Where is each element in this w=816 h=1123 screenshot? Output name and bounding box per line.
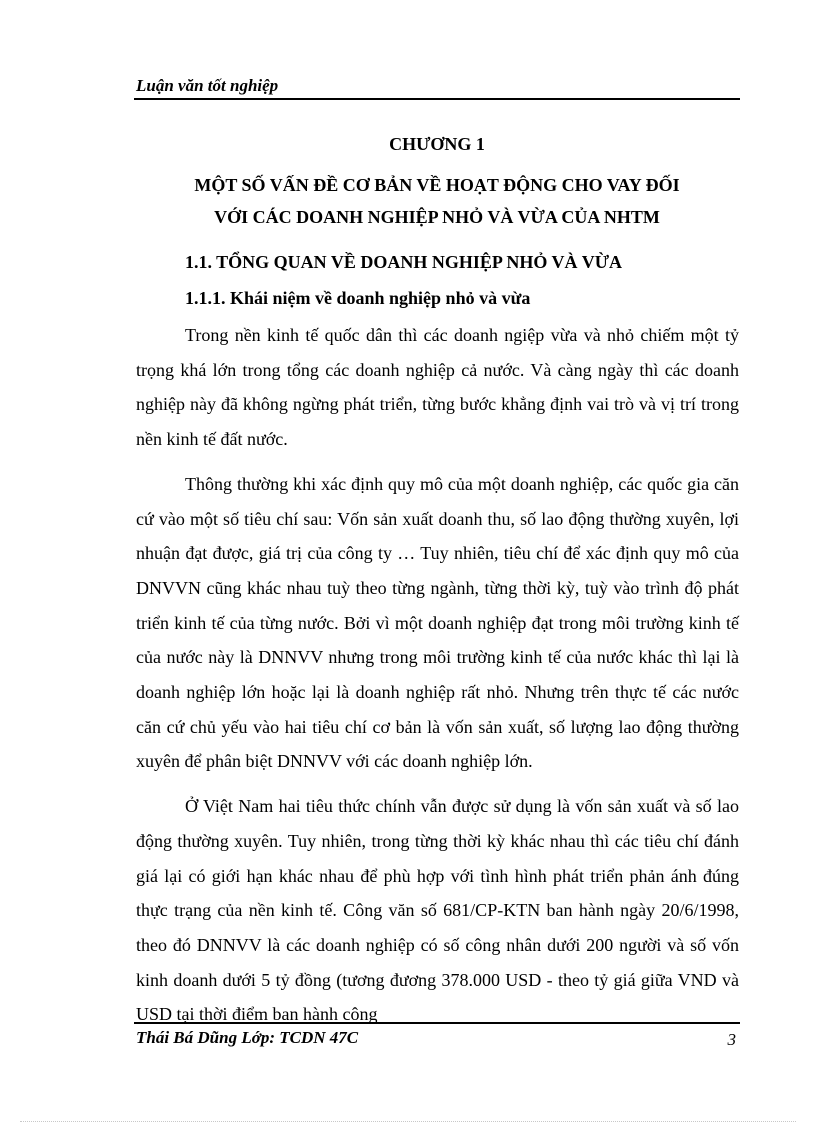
footer-author: Thái Bá Dũng Lớp: TCDN 47C <box>136 1028 359 1047</box>
page-number: 3 <box>727 1030 736 1049</box>
running-header: Luận văn tốt nghiệp <box>136 76 279 95</box>
section-heading: 1.1. TỔNG QUAN VỀ DOANH NGHIỆP NHỎ VÀ VỪA <box>185 252 623 272</box>
body-text <box>136 318 739 1042</box>
chapter-title-line-2: VỚI CÁC DOANH NGHIỆP NHỎ VÀ VỪA CỦA NHTM <box>214 207 660 227</box>
paragraph: Thông thường khi xác định quy mô của một doanh nghiệp, các quốc gia căn cứ vào một số tiêu chí sau: Vốn sản xuất doanh thu, số lao động thường xuyên, lợi nhuận đạt được, giá trị của công ty … Tuy nhiên, tiêu chí để xác định quy mô của DNVVN cũng khác nhau tuỳ theo từng ngành, từng thời kỳ, tuỳ vào trình độ phát triển kinh tế của từng nước. Bởi vì một doanh nghiệp đạt trong môi trường kinh tế của nước này là DNNVV nhưng trong môi trường kinh tế của nước khác thì lại là doanh nghiệp lớn hoặc lại là doanh nghiệp rất nhỏ. Nhưng trên thực tế các nước căn cứ chủ yếu vào hai tiêu chí cơ bản là vốn sản xuất, số lượng lao động thường xuyên để phân biệt DNNVV với các doanh nghiệp lớn. <box>136 473 739 772</box>
chapter-number: CHƯƠNG 1 <box>389 134 485 154</box>
subsection-heading: 1.1.1. Khái niệm về doanh nghiệp nhỏ và vừa <box>185 288 531 308</box>
paragraph: Ở Việt Nam hai tiêu thức chính vẫn được sử dụng là vốn sản xuất và số lao động thường xuyên. Tuy nhiên, trong từng thời kỳ khác nhau thì các tiêu chí đánh giá lại có giới hạn khác nhau để phù hợp với tình hình phát triển phản ánh đúng thực trạng của nền kinh tế. Công văn số 681/CP-KTN ban hành ngày 20/6/1998, theo đó DNNVV là các doanh nghiệp có số công nhân dưới 200 người và số vốn kinh doanh dưới 5 tỷ đồng (tương đương 378.000 USD - theo tỷ giá giữa VND và USD tại thời điểm ban hành công <box>136 796 739 1025</box>
paragraph: Trong nền kinh tế quốc dân thì các doanh ngiệp vừa và nhỏ chiếm một tỷ trọng khá lớn trong tổng các doanh nghiệp cả nước. Và càng ngày thì các doanh nghiệp này đã không ngừng phát triển, từng bước khẳng định vai trò và vị trí trong nền kinh tế đất nước. <box>136 325 739 450</box>
footer-divider <box>134 1022 740 1024</box>
page-edge <box>20 1121 796 1122</box>
header-divider <box>134 98 740 100</box>
chapter-title-line-1: MỘT SỐ VẤN ĐỀ CƠ BẢN VỀ HOẠT ĐỘNG CHO VAY ĐỐI <box>194 175 680 195</box>
